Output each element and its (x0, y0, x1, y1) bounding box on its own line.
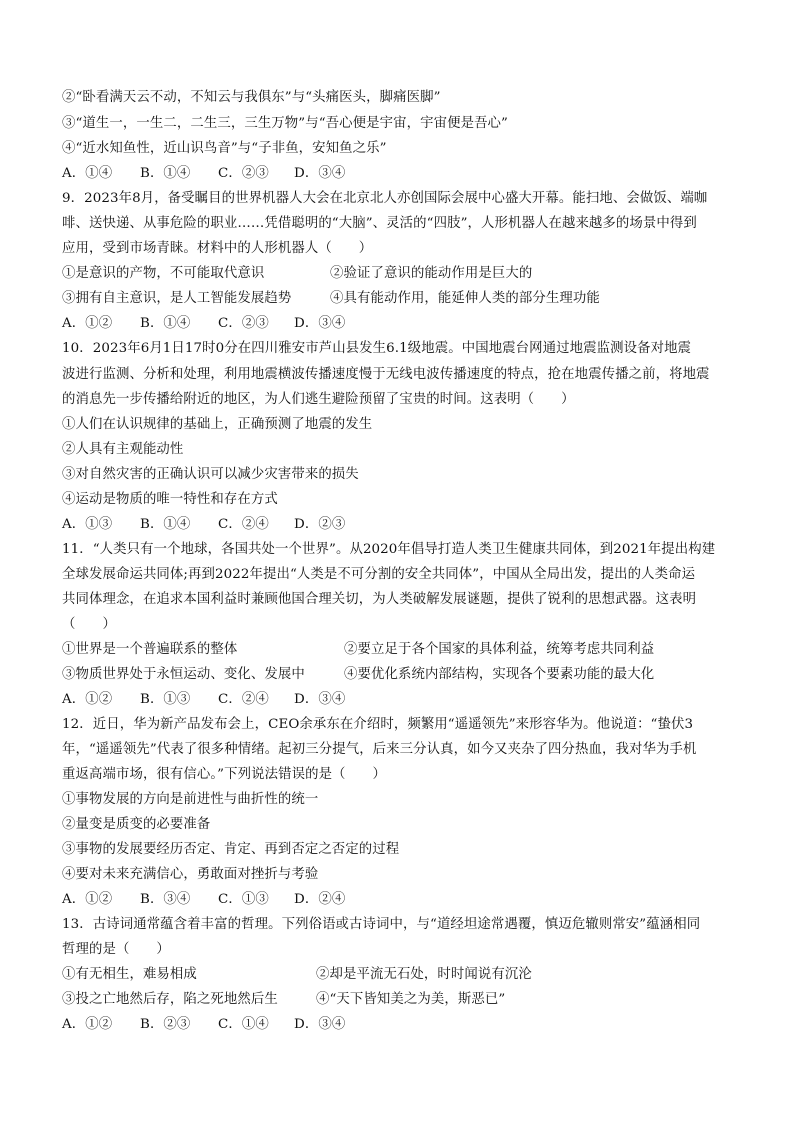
q9-choice-d[interactable]: D．③④ (294, 316, 346, 331)
q13-statement-4: ④“天下皆知美之为美，斯恶已” (316, 992, 506, 1007)
q12-choice-d[interactable]: D．②④ (294, 892, 346, 907)
q11-choice-b[interactable]: B．①③ (140, 692, 191, 707)
q8-statement-2: ②“卧看满天云不动，不知云与我俱东”与“头痛医头，脚痛医脚” (62, 90, 441, 105)
q10-stem-line-1: 10．2023年6月1日17时0分在四川雅安市芦山县发生6.1级地震。中国地震台网通过地震监测设备对地震 (62, 341, 692, 356)
q13-statement-3: ③投之亡地然后存，陷之死地然后生 (62, 992, 278, 1007)
q10-statement-2: ②人具有主观能动性 (62, 442, 184, 457)
q13-choice-a[interactable]: A．①② (62, 1017, 113, 1032)
q10-statement-4: ④运动是物质的唯一特性和存在方式 (62, 492, 278, 507)
q12-stem-line-2: 年，“遥遥领先”代表了很多种情绪。起初三分提气，后来三分认真，如今又夹杂了四分热血，我对华为手机 (62, 742, 697, 757)
q13-choice-c[interactable]: C．①④ (218, 1017, 269, 1032)
q11-statement-3: ③物质世界处于永恒运动、变化、发展中 (62, 667, 305, 682)
q11-choice-c[interactable]: C．②④ (218, 692, 269, 707)
q10-choice-c[interactable]: C．②④ (218, 517, 269, 532)
q12-stem-line-1: 12．近日，华为新产品发布会上，CEO余承东在介绍时，频繁用“遥遥领先”来形容华为。他说道：“蛰伏3 (62, 717, 694, 732)
q11-choice-d[interactable]: D．③④ (294, 692, 346, 707)
q9-stem-line-3: 应用，受到市场青睐。材料中的人形机器人（ ） (62, 241, 373, 256)
q12-statement-2: ②量变是质变的必要准备 (62, 817, 211, 832)
q11-statement-2: ②要立足于各个国家的具体利益，统筹考虑共同利益 (344, 642, 655, 657)
q12-statement-1: ①事物发展的方向是前进性与曲折性的统一 (62, 792, 319, 807)
q13-stem-line-1: 13．古诗词通常蕴含着丰富的哲理。下列俗语或古诗词中，与“道经坦途常遇覆，慎迈危辙则常安”蕴涵相同 (62, 917, 701, 932)
q9-statement-4: ④具有能动作用，能延伸人类的部分生理功能 (330, 291, 600, 306)
q11-statement-1: ①世界是一个普遍联系的整体 (62, 642, 238, 657)
q10-stem-line-2: 波进行监测、分析和处理，利用地震横波传播速度慢于无线电波传播速度的特点，抢在地震传播之前，将地震 (62, 367, 710, 382)
q11-statement-4: ④要优化系统内部结构，实现各个要素功能的最大化 (344, 667, 655, 682)
q8-choice-a[interactable]: A．①④ (62, 166, 113, 181)
q12-statement-4: ④要对未来充满信心，勇敢面对挫折与考验 (62, 867, 319, 882)
q9-choice-c[interactable]: C．②③ (218, 316, 269, 331)
q12-choice-c[interactable]: C．①③ (218, 892, 269, 907)
q8-statement-3: ③“道生一，一生二，二生三，三生万物”与“吾心便是宇宙，宇宙便是吾心” (62, 116, 508, 131)
q10-stem-line-3: 的消息先一步传播给附近的地区，为人们逃生避险预留了宝贵的时间。这表明（ ） (62, 392, 575, 407)
q11-stem-line-1: 11．“人类只有一个地球，各国共处一个世界”。从2020年倡导打造人类卫生健康共同体，到2021年提出构建 (62, 542, 716, 557)
q8-choice-d[interactable]: D．③④ (294, 166, 346, 181)
q11-stem-line-2: 全球发展命运共同体;再到2022年提出“人类是不可分割的安全共同体”，中国从全局出发，提出的人类命运 (62, 567, 696, 582)
q10-choice-d[interactable]: D．②③ (294, 517, 346, 532)
q9-statement-3: ③拥有自主意识，是人工智能发展趋势 (62, 291, 292, 306)
q8-choice-b[interactable]: B．①④ (140, 166, 191, 181)
q10-choice-a[interactable]: A．①③ (62, 517, 113, 532)
q12-choice-b[interactable]: B．③④ (140, 892, 191, 907)
q12-statement-3: ③事物的发展要经历否定、肯定、再到否定之否定的过程 (62, 842, 400, 857)
q9-statement-1: ①是意识的产物，不可能取代意识 (62, 266, 265, 281)
q10-statement-1: ①人们在认识规律的基础上，正确预测了地震的发生 (62, 417, 373, 432)
q13-stem-line-2: 哲理的是（ ） (62, 942, 170, 957)
q9-choice-a[interactable]: A．①② (62, 316, 113, 331)
q11-stem-line-4: （ ） (62, 617, 116, 632)
q11-choice-a[interactable]: A．①② (62, 692, 113, 707)
q10-choice-b[interactable]: B．①④ (140, 517, 191, 532)
q9-statement-2: ②验证了意识的能动作用是巨大的 (330, 266, 533, 281)
q13-choice-d[interactable]: D．③④ (294, 1017, 346, 1032)
q13-choice-b[interactable]: B．②③ (140, 1017, 191, 1032)
q8-choice-c[interactable]: C．②③ (218, 166, 269, 181)
q12-stem-line-3: 重返高端市场，很有信心。”下列说法错误的是（ ） (62, 767, 387, 782)
q13-statement-2: ②却是平流无石处，时时闻说有沉沦 (316, 967, 532, 982)
q10-statement-3: ③对自然灾害的正确认识可以减少灾害带来的损失 (62, 467, 359, 482)
q9-choice-b[interactable]: B．①④ (140, 316, 191, 331)
q9-stem-line-1: 9．2023年8月，备受瞩目的世界机器人大会在北京北人亦创国际会展中心盛大开幕。能扫地、会做饭、端咖 (62, 191, 708, 206)
q11-stem-line-3: 共同体理念，在追求本国利益时兼顾他国合理关切，为人类破解发展谜题，提供了锐利的思想武器。这表明 (62, 592, 697, 607)
q8-statement-4: ④“近水知鱼性，近山识鸟音”与“子非鱼，安知鱼之乐” (62, 141, 387, 156)
q9-stem-line-2: 啡、送快递、从事危险的职业……凭借聪明的“大脑”、灵活的“四肢”，人形机器人在越来越多的场景中得到 (62, 216, 697, 231)
q12-choice-a[interactable]: A．①② (62, 892, 113, 907)
q13-statement-1: ①有无相生，难易相成 (62, 967, 197, 982)
